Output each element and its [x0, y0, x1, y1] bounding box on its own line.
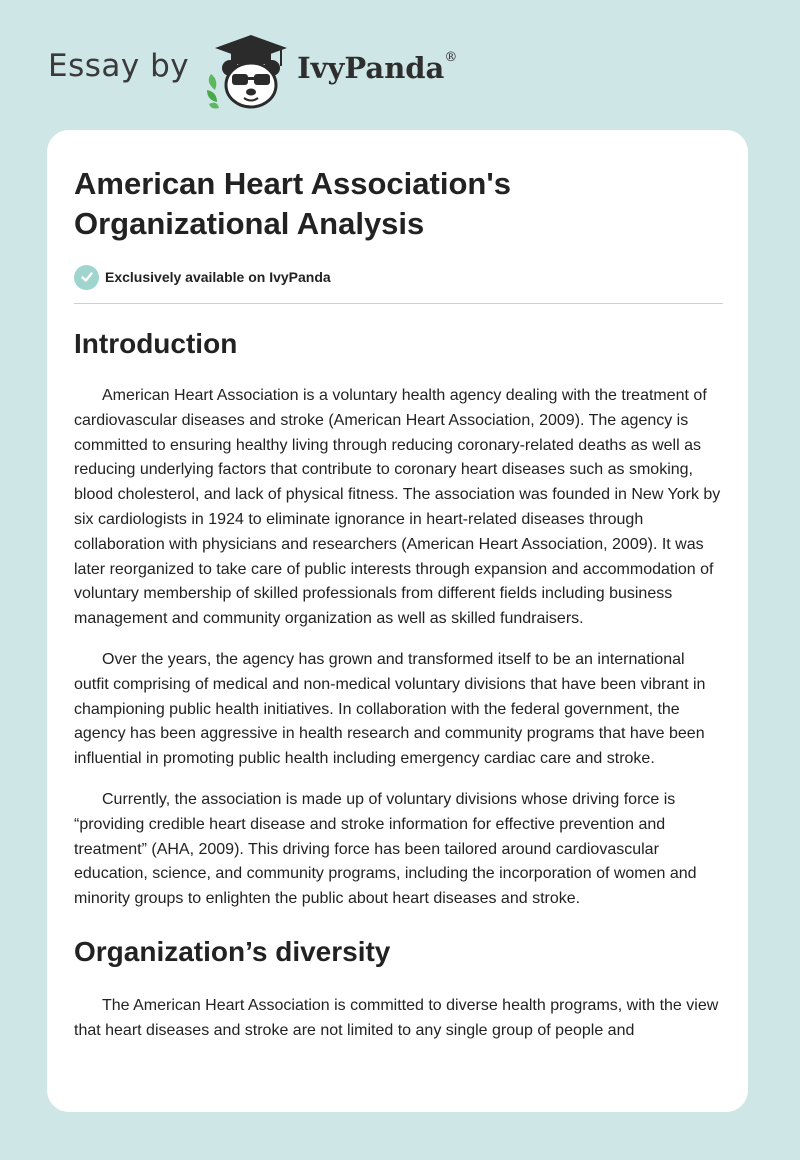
essay-card — [47, 130, 748, 1112]
page-title — [74, 164, 723, 244]
exclusive-badge — [74, 264, 723, 290]
exclusive-label: Exclusively available on IvyPanda — [105, 269, 331, 285]
panda-graduate-icon[interactable] — [201, 30, 293, 110]
registered-mark: ® — [444, 50, 458, 66]
title-line-1: American Heart Association's — [74, 166, 511, 201]
section-heading-introduction: Introduction — [74, 328, 238, 359]
paragraph: American Heart Association is a voluntary health agency dealing with the treatment of cardiovascular diseases and stroke (American Heart Association, 2009). The agency is committed to ensuring healthy living through reducing coronary-related deaths as well as reducing underlying factors that contribute to coronary heart diseases such as smoking, blood cholesterol, and lack of physical fitness. The association was founded in New York by six cardiologists in 1924 to eliminate ignorance in heart-related diseases through collaboration with physicians and researchers (American Heart Association, 2009). It was later reorganized to take care of public interests through expansion and accommodation of voluntary membership of skilled professionals from different fields including business management and community organization as well as skilled fundraisers. — [74, 387, 721, 628]
paragraph: Currently, the association is made up of voluntary divisions whose driving force is “providing credible heart disease and stroke information for effective prevention and treatment” (AHA, 2009). This driving force has been tailored around cardiovascular education, science, and community programs, including the incorporation of women and minority groups to enlighten the public about heart diseases and stroke. — [74, 790, 697, 908]
paragraph: The American Heart Association is committed to diverse health programs, with the view that heart diseases and stroke are not limited to any single group of people and — [74, 996, 719, 1039]
brand-name[interactable]: IvyPanda® — [297, 50, 458, 85]
essay-by-label: Essay by — [48, 48, 190, 84]
divider — [74, 303, 723, 304]
check-icon — [74, 265, 99, 290]
title-line-2: Organizational Analysis — [74, 206, 425, 241]
section-heading-diversity: Organization’s diversity — [74, 935, 391, 967]
paragraph: Over the years, the agency has grown and transformed itself to be an international outfit comprising of medical and non-medical voluntary divisions that have been vibrant in championing public health initiatives. In collaboration with the federal government, the agency has been aggressive in health research and community programs that have been influential in promoting public health including emergency cardiac care and stroke. — [74, 650, 706, 768]
site-header — [48, 30, 648, 110]
essay-content — [74, 164, 723, 1044]
